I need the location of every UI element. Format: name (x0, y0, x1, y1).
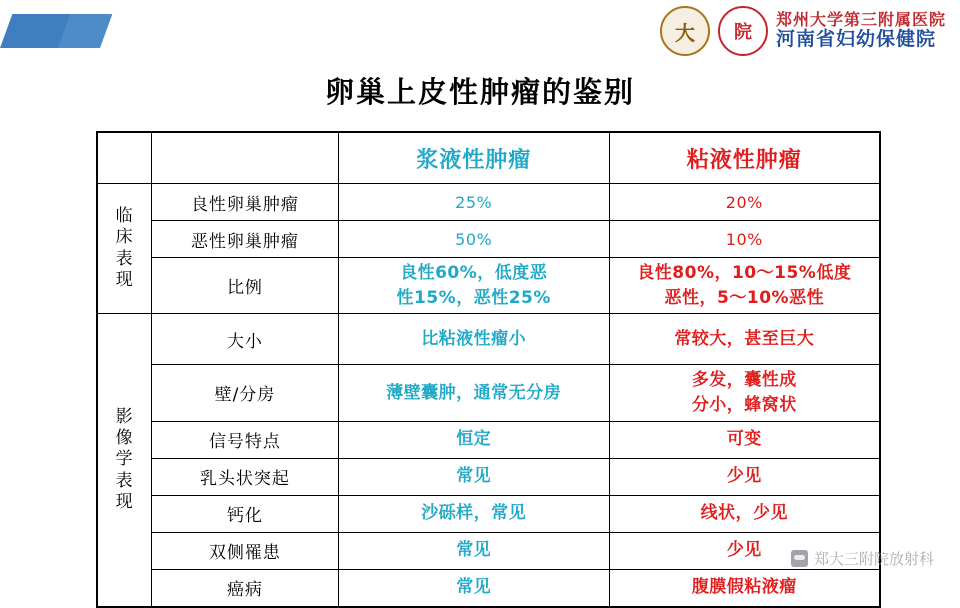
row-item-label: 钙化 (152, 495, 339, 532)
table-row (97, 421, 880, 458)
row-item-label: 大小 (152, 314, 339, 365)
top-banner (0, 0, 960, 62)
hospital-logo (660, 6, 946, 56)
cell-mucinous-value: 少见 (609, 458, 880, 495)
cell-mucinous-value: 10% (609, 221, 880, 258)
table-row (97, 365, 880, 421)
cell-mucinous-value: 20% (609, 184, 880, 221)
row-group-label (97, 314, 152, 607)
cell-mucinous-value: 腹膜假粘液瘤 (609, 569, 880, 607)
cell-mucinous-value: 常较大，甚至巨大 (609, 314, 880, 365)
row-group-label-char: 影 (115, 406, 134, 427)
table-row (97, 569, 880, 607)
table-row (97, 184, 880, 221)
header-cell-blank-item (152, 132, 339, 184)
row-item-label: 比例 (152, 258, 339, 314)
row-group-label (97, 184, 152, 314)
row-group-label-char: 现 (115, 269, 134, 290)
cell-mucinous-value: 线状，少见 (609, 495, 880, 532)
cell-mucinous-value: 多发，囊性成 分小，蜂窝状 (609, 365, 880, 421)
comparison-table (96, 131, 881, 608)
table-header-row (97, 132, 880, 184)
table-row (97, 258, 880, 314)
header-cell-mucinous: 粘液性肿瘤 (609, 132, 880, 184)
header-cell-serous: 浆液性肿瘤 (338, 132, 609, 184)
cell-serous-value: 沙砾样，常见 (338, 495, 609, 532)
cell-serous-value: 50% (338, 221, 609, 258)
hospital-seal-icon (718, 6, 768, 56)
page-title: 卵巢上皮性肿瘤的鉴别 (324, 75, 635, 109)
table-row (97, 495, 880, 532)
cell-serous-value: 良性60%，低度恶 性15%，恶性25% (338, 258, 609, 314)
cell-serous-value: 薄壁囊肿，通常无分房 (338, 365, 609, 421)
table-row (97, 458, 880, 495)
row-item-label: 壁/分房 (152, 365, 339, 421)
row-group-label-char: 表 (115, 470, 134, 491)
row-item-label: 双侧罹患 (152, 532, 339, 569)
row-group-label-char: 床 (115, 227, 134, 248)
watermark-text: 郑大三附院放射科 (813, 550, 934, 568)
hospital-name-line1: 郑州大学第三附属医院 (775, 9, 946, 29)
row-group-label-char: 像 (115, 428, 134, 449)
row-group-label-char: 表 (115, 248, 134, 269)
university-seal-char: 大 (674, 20, 695, 45)
cell-serous-value: 常见 (338, 532, 609, 569)
row-item-label: 癌病 (152, 569, 339, 607)
cell-serous-value: 常见 (338, 458, 609, 495)
cell-serous-value: 比粘液性瘤小 (338, 314, 609, 365)
row-group-label-char: 临 (115, 206, 134, 227)
row-item-label: 良性卵巢肿瘤 (152, 184, 339, 221)
cell-serous-value: 常见 (338, 569, 609, 607)
cell-mucinous-value: 少见 (609, 532, 880, 569)
row-group-label-char: 学 (115, 449, 134, 470)
cell-serous-value: 恒定 (338, 421, 609, 458)
row-item-label: 乳头状突起 (152, 458, 339, 495)
row-item-label: 恶性卵巢肿瘤 (152, 221, 339, 258)
cell-serous-value: 25% (338, 184, 609, 221)
row-item-label: 信号特点 (152, 421, 339, 458)
university-seal-icon (660, 6, 710, 56)
comparison-table-container (96, 131, 881, 608)
hospital-name-line2: 河南省妇幼保健院 (775, 28, 936, 51)
header-cell-blank-group (97, 132, 152, 184)
hospital-seal-char: 院 (733, 22, 752, 43)
cell-mucinous-value: 良性80%，10～15%低度 恶性，5～10%恶性 (609, 258, 880, 314)
row-group-label-char: 现 (115, 491, 134, 512)
table-row (97, 221, 880, 258)
table-row (97, 314, 880, 365)
cell-mucinous-value: 可变 (609, 421, 880, 458)
hospital-name-block (776, 11, 946, 51)
table-row (97, 532, 880, 569)
